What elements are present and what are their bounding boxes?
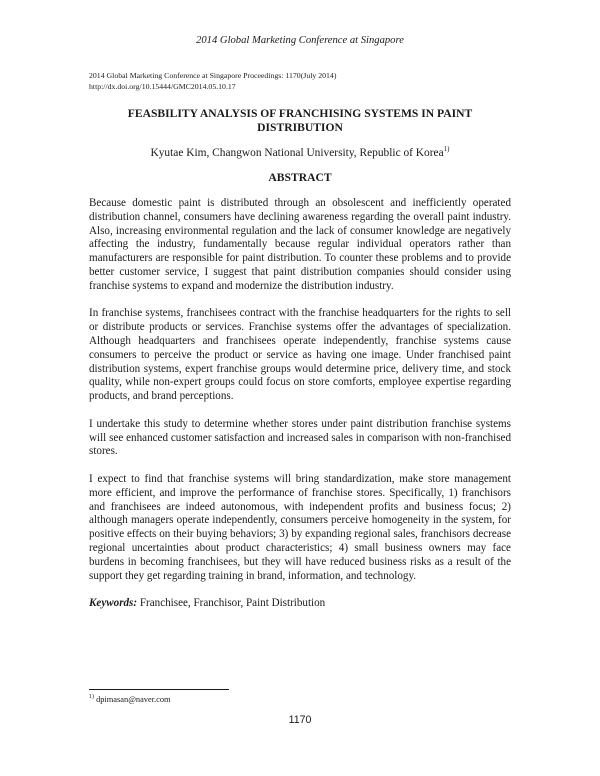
paper-title-line-2: DISTRIBUTION xyxy=(257,121,343,134)
author-footnote-mark: 1) xyxy=(443,145,450,154)
abstract-heading: ABSTRACT xyxy=(268,171,332,184)
keywords-line xyxy=(89,597,511,611)
author-line xyxy=(89,147,511,159)
author-name: Kyutae Kim, Changwon National University, Republic of Korea xyxy=(150,147,444,159)
keywords-text: Franchisee, Franchisor, Paint Distribution xyxy=(139,597,326,610)
keywords-label: Keywords: xyxy=(89,597,138,610)
doi-link[interactable]: http://dx.doi.org/10.15444/GMC2014.05.10.17 xyxy=(89,81,236,91)
footnote-mark: 1) xyxy=(89,694,94,701)
abstract-paragraph-4: I expect to find that franchise systems will bring standardization, make store management more efficient, and improve the performance of franchise stores. Specifically, 1) franchisors and franchisees are indeed autonomous, with independent profits and business focus; 2) although managers operate independently, consumers perceive homogeneity in the system, for positive effects on their buying behaviors; 3) by expanding regional sales, franchisors decrease regional uncertainties about product characteristics; 4) small business owners may face burdens in becoming franchisees, but they will have reduced business risks as a result of the support they get regarding training in brand, information, and technology. xyxy=(89,472,511,582)
paper-title xyxy=(89,107,511,135)
abstract-paragraph-1: Because domestic paint is distributed through an obsolescent and inefficiently operated distribution channel, consumers have declining awareness regarding the overall paint industry. Also, increasing environmental regulation and the lack of consumer knowledge are negatively affecting the industry, fundamentally because regular individual operators rather than manufacturers are responsible for paint distribution. To counter these problems and to provide better customer service, I suggest that paint distribution companies should consider using franchise systems to expand and modernize the distribution industry. xyxy=(89,197,511,292)
proceedings-citation: 2014 Global Marketing Conference at Singapore Proceedings: 1170(July 2014) xyxy=(89,71,337,80)
paper-title-line-1: FEASBILITY ANALYSIS OF FRANCHISING SYSTEMS IN PAINT xyxy=(127,107,473,120)
abstract-body xyxy=(89,197,511,625)
abstract-paragraph-3: I undertake this study to determine whether stores under paint distribution franchise systems will see enhanced customer satisfaction and increased sales in comparison with non-franchised stores. xyxy=(89,417,511,458)
footnote-divider xyxy=(89,689,229,690)
footnote xyxy=(89,695,171,704)
page-number: 1170 xyxy=(288,714,312,726)
abstract-paragraph-2: In franchise systems, franchisees contract with the franchise headquarters for the rights to sell or distribute products or services. Franchise systems offer the advantages of specialization. Although headquarters and franchisees operate independently, franchise systems cause consumers to perceive the product or service as having one image. Under franchised paint distribution systems, expert franchise groups would determine price, delivery time, and stock quality, while non-expert groups could focus on store comforts, employee expertise regarding products, and brand perceptions. xyxy=(89,307,511,403)
running-header: 2014 Global Marketing Conference at Singapore xyxy=(196,35,404,46)
footnote-email[interactable]: dpimasan@naver.com xyxy=(96,695,171,704)
proceedings-info xyxy=(89,71,336,92)
